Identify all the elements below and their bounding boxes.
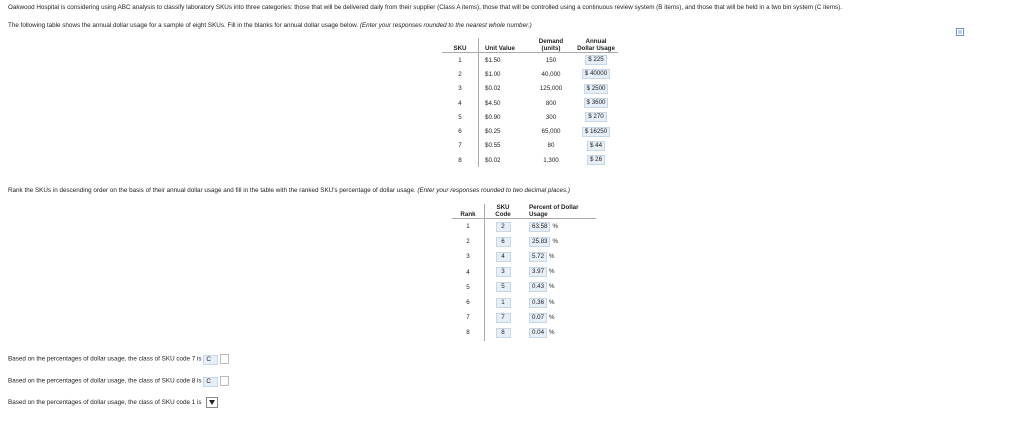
table-row: [442, 96, 618, 110]
unit-value-cell: $0.55: [479, 139, 529, 153]
sku-code-input[interactable]: 1: [496, 298, 511, 308]
answer-field-sku-7[interactable]: C: [203, 355, 218, 365]
rank-cell: 8: [466, 329, 470, 337]
rank-cell: 5: [466, 283, 470, 291]
table-row: [442, 110, 618, 124]
class-dropdown-sku-1[interactable]: [206, 397, 218, 408]
demand-cell: 1,300: [543, 156, 559, 164]
sku-code-cell: [485, 295, 522, 310]
instruction-2-note: (Enter your responses rounded to two decimal places.): [417, 187, 570, 194]
annual-usage-input[interactable]: $ 44: [587, 141, 605, 151]
header-demand: Demand (units): [528, 38, 574, 53]
question-sku-7: [8, 354, 229, 365]
sku-code-input[interactable]: 4: [496, 252, 511, 262]
percent-cell: [521, 295, 596, 310]
document-reference-icon[interactable]: [956, 28, 964, 36]
question-sku-1: [8, 397, 218, 408]
percent-cell: [521, 219, 596, 235]
table-row: [442, 124, 618, 138]
header-percent: Percent of Dollar Usage: [521, 204, 596, 219]
chevron-down-icon: [209, 400, 215, 405]
percent-unit: %: [549, 328, 555, 336]
sku-code-input[interactable]: 7: [496, 313, 511, 323]
annual-usage-cell: [574, 124, 618, 138]
question-sku-8: [8, 376, 229, 387]
header-rank: Rank: [452, 204, 485, 219]
percent-input[interactable]: 63.58: [529, 222, 550, 232]
annual-usage-cell: [574, 110, 618, 124]
table-header-row: [452, 204, 596, 219]
answer-status-box: [220, 354, 229, 364]
sku-cell: 4: [458, 99, 462, 107]
rank-cell: 4: [466, 268, 470, 276]
demand-cell: 300: [545, 113, 557, 121]
annual-usage-cell: [574, 153, 618, 167]
annual-usage-cell: [574, 82, 618, 96]
percent-unit: %: [549, 252, 555, 260]
sku-code-cell: [485, 219, 522, 235]
percent-input[interactable]: 25.83: [529, 237, 550, 247]
header-unit-value: Unit Value: [479, 38, 529, 53]
sku-code-input[interactable]: 2: [496, 222, 511, 232]
sku-cell: 1: [458, 56, 462, 64]
sku-cell: 7: [458, 142, 462, 150]
percent-input[interactable]: 3.97: [529, 267, 547, 277]
table-row: [442, 139, 618, 153]
percent-unit: %: [552, 237, 558, 245]
annual-usage-input[interactable]: $ 3600: [584, 98, 609, 108]
unit-value-cell: $0.02: [479, 153, 529, 167]
sku-code-cell: [485, 265, 522, 280]
sku-code-cell: [485, 234, 522, 249]
unit-value-cell: $1.50: [479, 53, 529, 68]
sku-cell: 3: [458, 85, 462, 93]
percent-cell: [521, 280, 596, 295]
question-text: Based on the percentages of dollar usage, the class of SKU code 7 is: [8, 355, 202, 363]
unit-value-cell: $0.25: [479, 124, 529, 138]
demand-cell: 125,000: [539, 85, 563, 93]
rank-cell: 3: [466, 253, 470, 261]
sku-code-cell: [485, 249, 522, 264]
demand-cell: 40,000: [541, 70, 561, 78]
demand-cell: 800: [545, 99, 557, 107]
sku-code-cell: [485, 280, 522, 295]
instruction-1: [8, 22, 532, 30]
instruction-1-text: The following table shows the annual dollar usage for a sample of eight SKUs. Fill in the blanks for annual dollar usage below.: [8, 22, 359, 29]
table-row: [452, 295, 596, 310]
percent-cell: [521, 265, 596, 280]
percent-input[interactable]: 5.72: [529, 252, 547, 262]
annual-usage-input[interactable]: $ 2500: [584, 84, 609, 94]
table-row: [452, 249, 596, 264]
sku-cell: 5: [458, 113, 462, 121]
answer-field-sku-8[interactable]: C: [203, 377, 218, 387]
sku-code-cell: [485, 325, 522, 340]
header-sku-code: SKU Code: [485, 204, 522, 219]
table-row: [442, 82, 618, 96]
sku-cell: 2: [458, 70, 462, 78]
percent-cell: [521, 249, 596, 264]
percent-cell: [521, 234, 596, 249]
annual-usage-cell: [574, 67, 618, 81]
percent-unit: %: [549, 313, 555, 321]
header-sku: SKU: [442, 38, 479, 53]
annual-usage-cell: [574, 139, 618, 153]
annual-usage-cell: [574, 53, 618, 68]
percent-unit: %: [549, 268, 555, 276]
percent-input[interactable]: 0.04: [529, 328, 547, 338]
unit-value-cell: $0.02: [479, 82, 529, 96]
question-text: Based on the percentages of dollar usage, the class of SKU code 8 is: [8, 377, 202, 385]
percent-input[interactable]: 0.43: [529, 282, 547, 292]
table-header-row: [442, 38, 618, 53]
instruction-1-note: (Enter your responses rounded to the nearest whole number.): [359, 22, 532, 29]
annual-usage-input[interactable]: $ 16250: [582, 127, 610, 137]
ranked-usage-table: [452, 204, 596, 341]
sku-code-input[interactable]: 5: [496, 282, 511, 292]
percent-input[interactable]: 0.36: [529, 298, 547, 308]
percent-unit: %: [552, 222, 558, 230]
percent-cell: [521, 325, 596, 340]
percent-cell: [521, 310, 596, 325]
demand-cell: 65,000: [541, 128, 561, 136]
sku-code-input[interactable]: 6: [496, 237, 511, 247]
annual-usage-input[interactable]: $ 270: [585, 112, 606, 122]
unit-value-cell: $1.00: [479, 67, 529, 81]
annual-usage-input[interactable]: $ 26: [587, 155, 605, 165]
rank-cell: 1: [466, 223, 470, 231]
annual-usage-input[interactable]: $ 40000: [582, 69, 610, 79]
percent-unit: %: [549, 298, 555, 306]
answer-status-box: [220, 376, 229, 386]
header-annual-usage: Annual Dollar Usage: [574, 38, 618, 53]
table-row: [452, 280, 596, 295]
annual-usage-input[interactable]: $ 225: [585, 55, 606, 65]
unit-value-cell: $0.90: [479, 110, 529, 124]
table-row: [452, 265, 596, 280]
annual-usage-cell: [574, 96, 618, 110]
intro-text: Oakwood Hospital is considering using ABC analysis to classify laboratory SKUs into three categories: those that will be delivered daily from their supplier (Class A items), those that will be controlled using a continuous review system (B items), and those that will be held in a two bin system (C items).: [8, 4, 843, 11]
table-row: [452, 310, 596, 325]
sku-code-input[interactable]: 8: [496, 328, 511, 338]
annual-usage-table: [442, 38, 618, 167]
table-row: [452, 234, 596, 249]
table-row: [442, 67, 618, 81]
table-row: [442, 153, 618, 167]
percent-input[interactable]: 0.07: [529, 313, 547, 323]
table-row: [442, 53, 618, 68]
rank-cell: 6: [466, 299, 470, 307]
instruction-2: [8, 187, 570, 195]
sku-cell: 8: [458, 156, 462, 164]
sku-cell: 6: [458, 128, 462, 136]
table-row: [452, 325, 596, 340]
sku-code-cell: [485, 310, 522, 325]
table-row: [452, 219, 596, 235]
percent-unit: %: [549, 283, 555, 291]
demand-cell: 80: [547, 142, 555, 150]
instruction-2-text: Rank the SKUs in descending order on the basis of their annual dollar usage and fill in the table with the ranked SKU's percentage of dollar usage.: [8, 187, 416, 194]
rank-cell: 7: [466, 314, 470, 322]
sku-code-input[interactable]: 3: [496, 267, 511, 277]
unit-value-cell: $4.50: [479, 96, 529, 110]
rank-cell: 2: [466, 238, 470, 246]
demand-cell: 150: [545, 56, 557, 64]
question-text: Based on the percentages of dollar usage, the class of SKU code 1 is: [8, 399, 202, 407]
